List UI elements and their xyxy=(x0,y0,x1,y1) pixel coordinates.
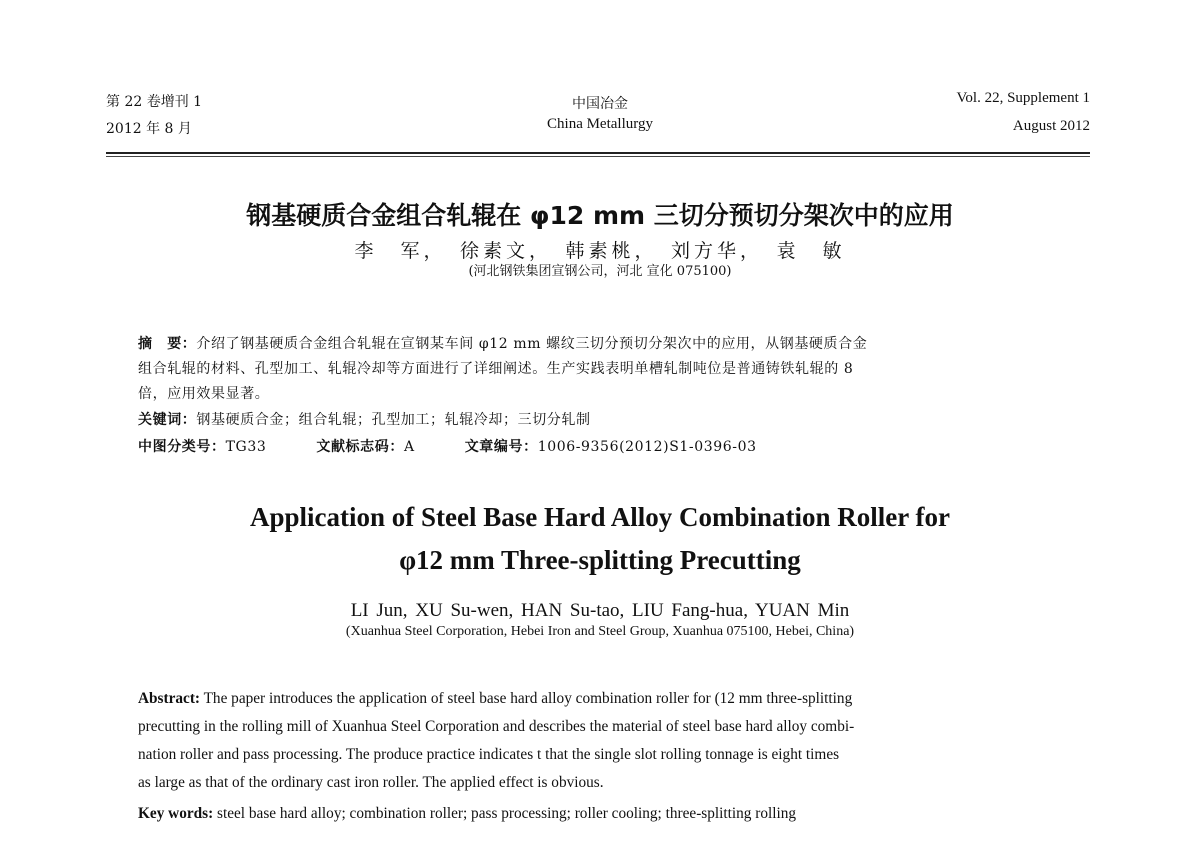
abstract-cn-line: 倍，应用效果显著。 xyxy=(138,386,270,402)
title-en-line2: φ12 mm Three-splitting Precutting xyxy=(399,545,801,575)
affiliation-en: (Xuanhua Steel Corporation, Hebei Iron and Steel Group, Xuanhua 075100, Hebei, China) xyxy=(345,624,855,639)
clc-label: 中图分类号： xyxy=(138,439,226,455)
abstract-text: 介绍了钢基硬质合金组合轧辊在宣钢某车间 φ12 mm 螺纹三切分预切分架次中的应用，从钢基硬质合金 xyxy=(196,336,868,352)
abstract-text: The paper introduces the application of steel base hard alloy combination roller for (12 mm three-splitting xyxy=(200,690,853,707)
abstract-en-line: nation roller and pass processing. The produce practice indicates t that the single slot rolling tonnage is eight times xyxy=(138,746,840,763)
keywords-label-cn: 关键词： xyxy=(138,412,197,428)
abstract-en-line: as large as that of the ordinary cast iron roller. The applied effect is obvious. xyxy=(138,774,604,791)
header-rule-thin xyxy=(106,156,1090,157)
journal-name-en: China Metallurgy xyxy=(547,116,653,132)
clc-value: TG33 xyxy=(225,439,267,455)
article-label: 文章编号： xyxy=(464,439,538,455)
journal-name-cn: 中国冶金 xyxy=(572,96,628,112)
keywords-en xyxy=(138,805,796,823)
classification-cn xyxy=(138,436,757,456)
abstract-label-en: Abstract: xyxy=(138,690,201,707)
title-en-line1: Application of Steel Base Hard Alloy Combination Roller for xyxy=(250,502,950,532)
header-rule xyxy=(106,152,1090,154)
authors-en: LI Jun, XU Su-wen, HAN Su-tao, LIU Fang-hua, YUAN Min xyxy=(350,600,850,621)
issue-date-cn: 2012 年 8 月 xyxy=(106,121,192,137)
title-cn: 钢基硬质合金组合轧辊在 φ12 mm 三切分预切分架次中的应用 xyxy=(246,201,954,230)
abstract-cn-line xyxy=(138,333,867,353)
authors-cn: 李 军， 徐素文， 韩素桃， 刘方华， 袁 敏 xyxy=(354,240,846,262)
doc-value: A xyxy=(403,439,415,455)
keywords-cn xyxy=(138,409,591,429)
volume-info: 第 22 卷增刊 1 xyxy=(106,94,203,110)
issue-date-en: August 2012 xyxy=(1012,118,1090,134)
abstract-cn-line: 组合轧辊的材料、孔型加工、轧辊冷却等方面进行了详细阐述。生产实践表明单槽轧制吨位是普通铸铁轧辊的 8 xyxy=(138,361,854,377)
abstract-en-line xyxy=(138,690,852,708)
keywords-text: 钢基硬质合金；组合轧辊；孔型加工；轧辊冷却；三切分轧制 xyxy=(196,412,591,428)
volume-info-en: Vol. 22, Supplement 1 xyxy=(956,90,1090,106)
keywords-label-en: Key words: xyxy=(138,805,214,822)
article-value: 1006-9356(2012)S1-0396-03 xyxy=(537,439,757,455)
abstract-en-line: precutting in the rolling mill of Xuanhua Steel Corporation and describes the material of steel base hard alloy combi- xyxy=(138,718,855,735)
affiliation-cn: (河北钢铁集团宣钢公司，河北 宣化 075100) xyxy=(468,264,732,279)
abstract-label-cn: 摘 要： xyxy=(138,336,197,352)
doc-label: 文献标志码： xyxy=(316,439,404,455)
keywords-text: steel base hard alloy; combination roller; pass processing; roller cooling; three-splitting rolling xyxy=(213,805,797,822)
